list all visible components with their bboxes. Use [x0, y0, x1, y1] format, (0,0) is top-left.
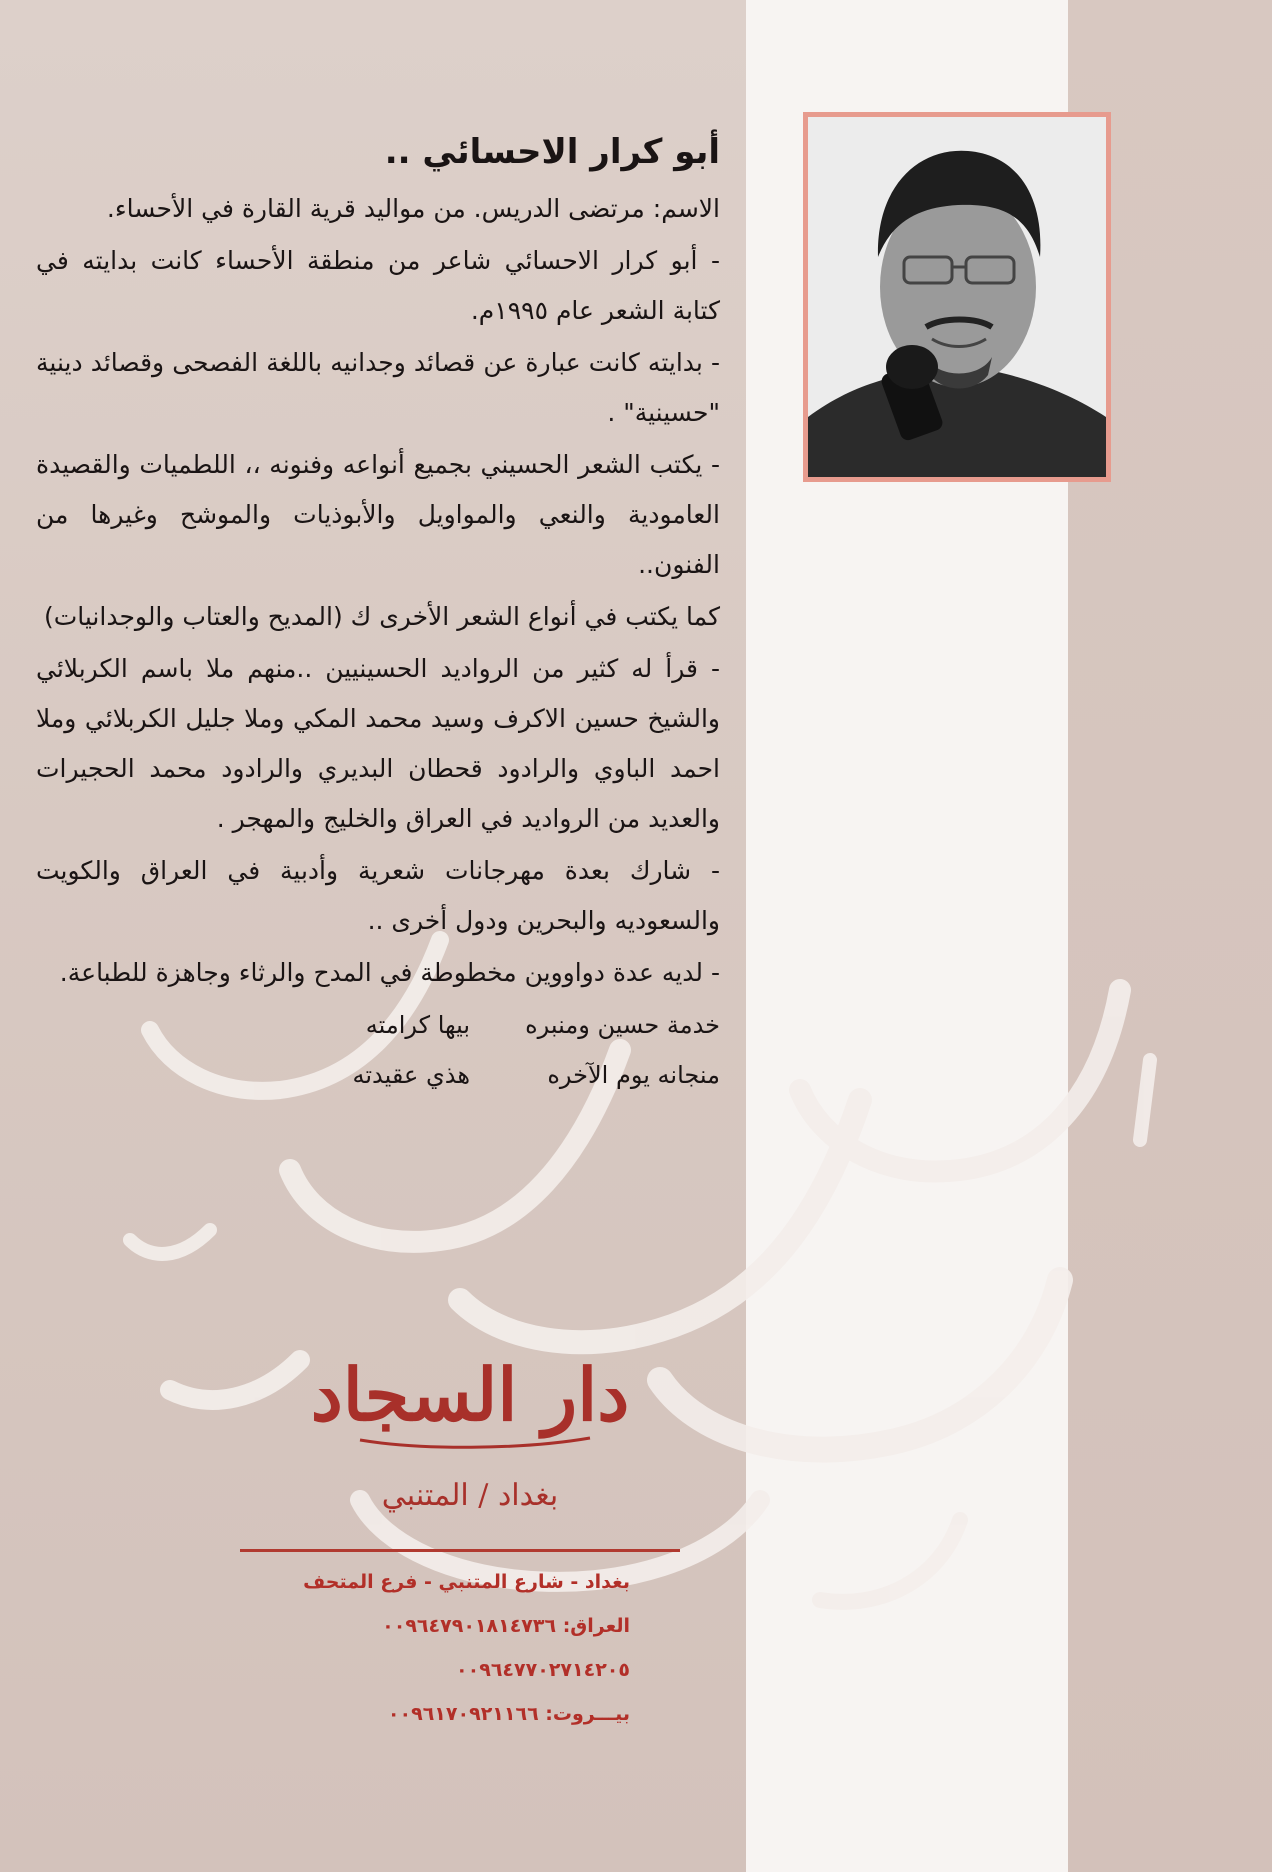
verse-second-hemistich: بيها كرامته: [365, 1011, 470, 1039]
verse-second-hemistich: هذي عقيدته: [352, 1061, 470, 1089]
bio-paragraph: - بدايته كانت عبارة عن قصائد وجدانيه باللغة الفصحى وقصائد دينية "حسينية" .: [36, 348, 720, 427]
author-photo: [808, 117, 1106, 477]
bio-paragraph: كما يكتب في أنواع الشعر الأخرى ك (المديح والعتاب والوجدانيات): [43, 602, 720, 631]
verse-line: [36, 1050, 720, 1100]
publisher-logo: [300, 1300, 640, 1540]
phone-iraq-2: ٠٠٩٦٤٧٧٠٢٧١٤٢٠٥: [456, 1659, 630, 1681]
bio-paragraph: - قرأ له كثير من الرواديد الحسينيين ..منهم ملا باسم الكربلائي والشيخ حسين الاكرف وسيد محمد المكي وملا جليل الكربلائي وملا احمد الباوي والرادود قحطان البديري والرادود محمد الحجيرات والعديد من الرواديد في العراق والخليج والمهجر .: [36, 654, 720, 833]
verse-line: [36, 1000, 720, 1050]
publisher-name: دار السجاد: [310, 1352, 630, 1437]
author-biography: [36, 130, 720, 1100]
author-title: أبو كرار الاحسائي ..: [384, 132, 720, 172]
verse-first-hemistich: منجانه يوم الآخره: [547, 1061, 720, 1089]
bio-paragraph: - يكتب الشعر الحسيني بجميع أنواعه وفنونه ،، اللطميات والقصيدة العامودية والنعي والمواويل والأبوذيات والموشح وغيرها من الفنون..: [36, 450, 720, 579]
phone-beirut: بيـــروت: ٠٠٩٦١٧٠٩٢١١٦٦: [387, 1703, 630, 1725]
publisher-divider: [240, 1549, 680, 1552]
verse-first-hemistich: خدمة حسين ومنبره: [525, 1011, 720, 1039]
portrait-illustration: [808, 117, 1106, 477]
publisher-address: [230, 1560, 630, 1736]
bio-paragraph: - شارك بعدة مهرجانات شعرية وأدبية في العراق والكويت والسعوديه والبحرين ودول أخرى ..: [36, 856, 720, 935]
author-photo-frame: [803, 112, 1111, 482]
phone-iraq: العراق: ٠٠٩٦٤٧٩٠١٨١٤٧٣٦: [382, 1615, 630, 1637]
bio-paragraph: الاسم: مرتضى الدريس. من مواليد قرية القارة في الأحساء.: [106, 194, 720, 223]
address-line: بغداد - شارع المتنبي - فرع المتحف: [303, 1571, 630, 1593]
bio-paragraph: - لديه عدة دواووين مخطوطة في المدح والرثاء وجاهزة للطباعة.: [59, 958, 720, 987]
publisher-city: بغداد / المتنبي: [381, 1478, 559, 1513]
bio-paragraph: - أبو كرار الاحسائي شاعر من منطقة الأحساء كانت بدايته في كتابة الشعر عام ١٩٩٥م.: [36, 246, 720, 325]
